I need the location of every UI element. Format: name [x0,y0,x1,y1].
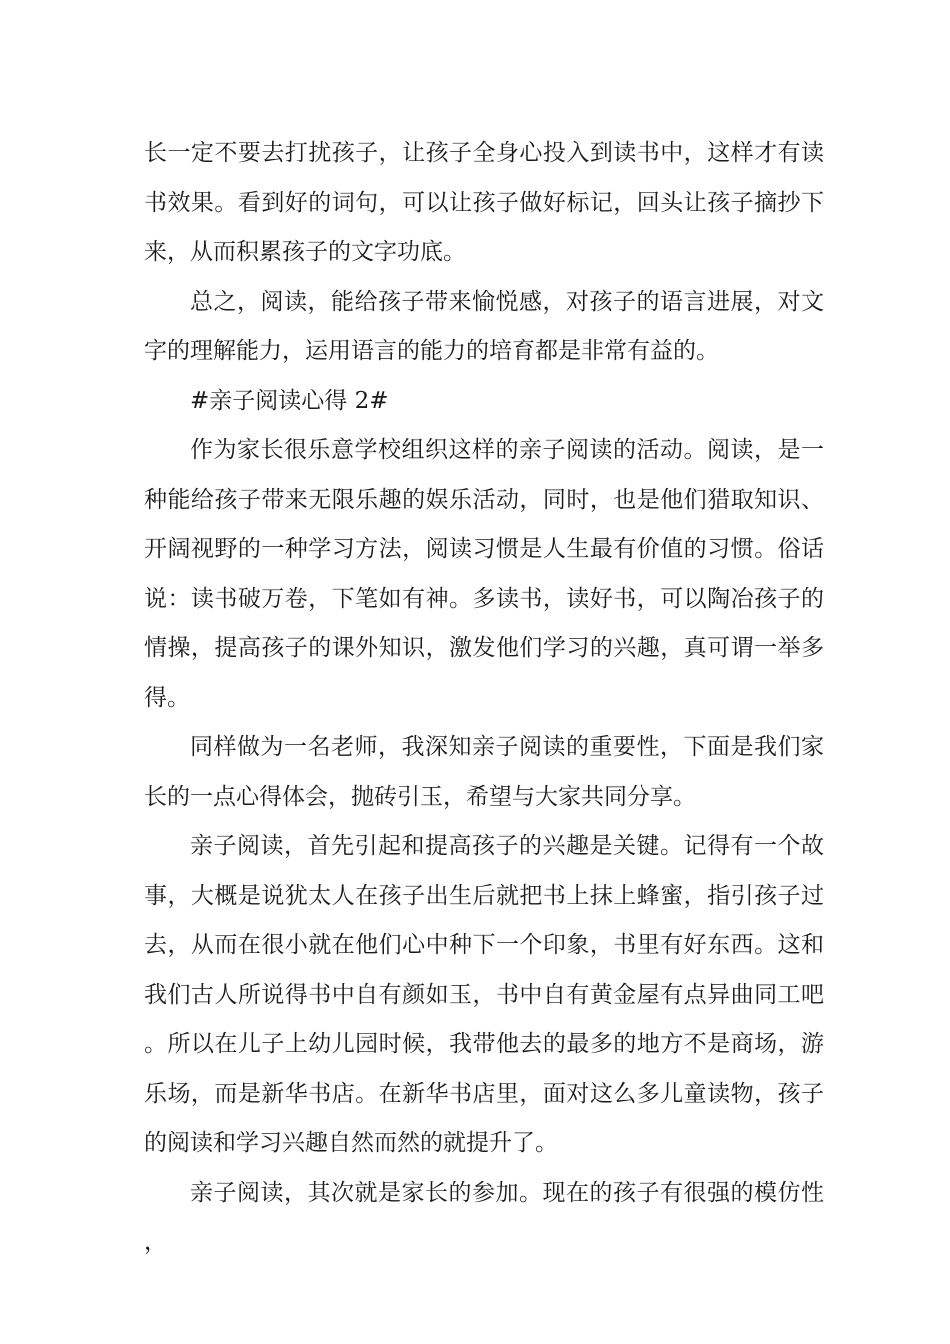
paragraph-intro: 作为家长很乐意学校组织这样的亲子阅读的活动。阅读，是一种能给孩子带来无限乐趣的娱乐活动，同时，也是他们猎取知识、开阔视野的一种学习方法，阅读习惯是人生最有价值的习惯。俗话说：读书破万卷，下笔如有神。多读书，读好书，可以陶冶孩子的情操，提高孩子的课外知识，激发他们学习的兴趣，真可谓一举多得。 [144,437,824,711]
paragraph-continued: 长一定不要去打扰孩子，让孩子全身心投入到读书中，这样才有读书效果。看到好的词句，可以让孩子做好标记，回头让孩子摘抄下来，从而积累孩子的文字功底。 [144,140,824,265]
section-heading: #亲子阅读心得 2# [190,387,389,414]
paragraph-teacher: 同样做为一名老师，我深知亲子阅读的重要性，下面是我们家长的一点心得体会，抛砖引玉，希望与大家共同分享。 [144,734,824,810]
document-body [144,129,824,1268]
paragraph-participation: 亲子阅读，其次就是家长的参加。现在的孩子有很强的模仿性， [144,1179,824,1255]
paragraph-interest: 亲子阅读，首先引起和提高孩子的兴趣是关键。记得有一个故事，大概是说犹太人在孩子出生后就把书上抹上蜂蜜，指引孩子过去，从而在很小就在他们心中种下一个印象，书里有好东西。这和我们古人所说得书中自有颜如玉，书中自有黄金屋有点异曲同工吧。所以在儿子上幼儿园时候，我带他去的最多的地方不是商场，游乐场，而是新华书店。在新华书店里，面对这么多儿童读物，孩子的阅读和学习兴趣自然而然的就提升了。 [144,833,824,1156]
paragraph-summary: 总之，阅读，能给孩子带来愉悦感，对孩子的语言进展，对文字的理解能力，运用语言的能力的培育都是非常有益的。 [144,288,824,364]
